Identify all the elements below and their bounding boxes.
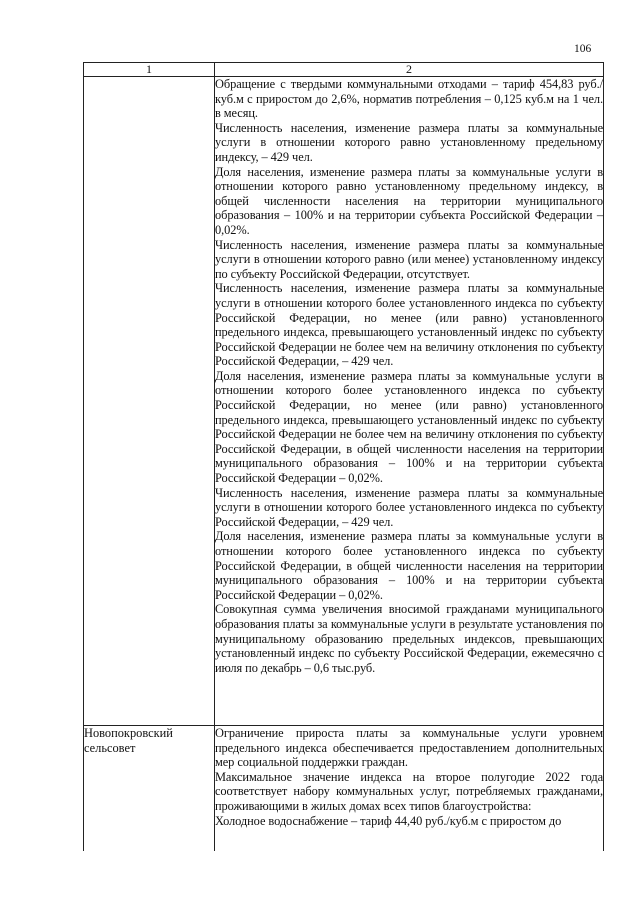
paragraph: Численность населения, изменение размера платы за коммунальные услуги в отношении которого более установленного индекса по субъекту Российской Федерации, – 429 чел. [215, 485, 603, 529]
paragraph: Численность населения, изменение размера платы за коммунальные услуги в отношении которого равно (или менее) установленному индексу по субъекту Российской Федерации, отсутствует. [215, 237, 603, 281]
paragraph: Совокупная сумма увеличения вносимой гражданами муниципального образования платы за коммунальные услуги в результате установления по муниципальному образованию предельных индексов, превышающих установленный индекс по субъекту Российской Федерации, ежемесячно с июля по декабрь – 0,6 тыс.руб. [215, 602, 603, 675]
paragraph: Максимальное значение индекса на второе полугодие 2022 года соответствует набору коммунальных услуг, потребляемых гражданами, проживающими в жилых домах всех типов благоустройства: [215, 769, 603, 813]
paragraph: Доля населения, изменение размера платы за коммунальные услуги в отношении которого более установленного индекса по субъекту Российской Федерации, в общей численности населения на территории муниципального образования – 100% и на территории субъекта Российской Федерации – 0,02%. [215, 529, 603, 602]
paragraph: Доля населения, изменение размера платы за коммунальные услуги в отношении которого равно установленному предельному индексу, в общей численности населения на территории муниципального образования – 100% и на территории субъекта Российской Федерации – 0,02%. [215, 164, 603, 237]
paragraph: Доля населения, изменение размера платы за коммунальные услуги в отношении которого более установленного индекса по субъекту Российской Федерации, но менее (или равно) установленного предельного индекса, превышающего установленный индекс по субъекту Российской Федерации не более чем на величину отклонения по субъекту Российской Федерации, в общей численности населения на территории муниципального образования – 100% и на территории субъекта Российской Федерации – 0,02%. [215, 368, 603, 486]
paragraph: Ограничение прироста платы за коммунальные услуги уровнем предельного индекса обеспечивается предоставлением дополнительных мер социальной поддержки граждан. [215, 726, 603, 770]
table-row [84, 726, 604, 852]
municipality-name-cell [84, 726, 215, 852]
paragraph: Холодное водоснабжение – тариф 44,40 руб./куб.м с приростом до [215, 813, 562, 828]
document-table [83, 62, 604, 851]
table-row [84, 77, 604, 726]
column-header-2: 2 [215, 63, 604, 77]
municipality-name-line: Новопокровский [84, 726, 173, 740]
paragraph: Обращение с твердыми коммунальными отходами – тариф 454,83 руб./куб.м с приростом до 2,6%, норматив потребления – 0,125 куб.м на 1 чел. в месяц. [215, 77, 603, 121]
table-header-row [84, 63, 604, 77]
column-header-1: 1 [84, 63, 215, 77]
row-content-cell [215, 726, 604, 852]
paragraph: Численность населения, изменение размера платы за коммунальные услуги в отношении которого равно установленному предельному индексу, – 429 чел. [215, 120, 603, 164]
paragraph: Численность населения, изменение размера платы за коммунальные услуги в отношении которого более установленного индекса по субъекту Российской Федерации, но менее (или равно) установленного предельного индекса, превышающего установленный индекс по субъекту Российской Федерации не более чем на величину отклонения по субъекту Российской Федерации, – 429 чел. [215, 281, 603, 369]
page-number: 106 [574, 43, 592, 55]
municipality-name-line: сельсовет [84, 740, 136, 755]
row-label-cell [84, 77, 215, 726]
row-content-cell [215, 77, 604, 726]
